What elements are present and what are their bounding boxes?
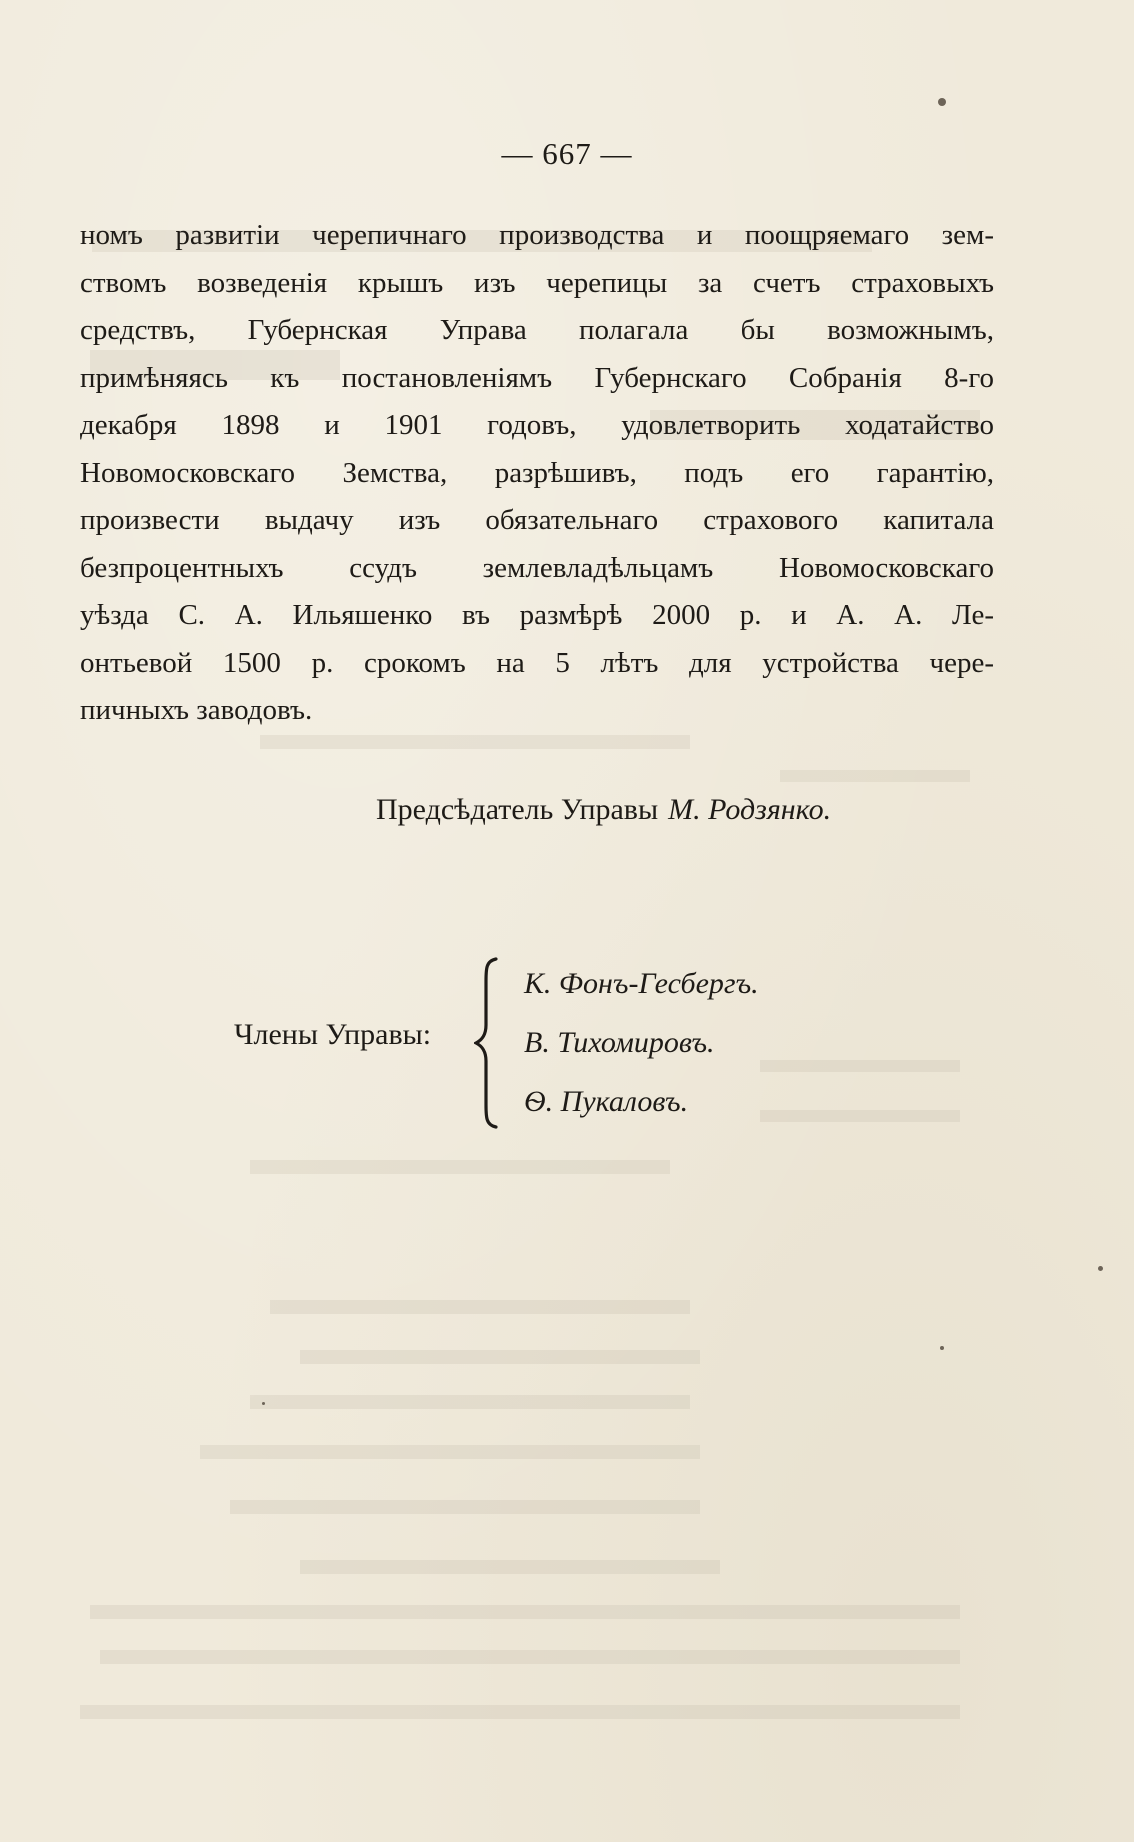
ink-speck xyxy=(938,98,946,106)
text-line: произвести выдачу изъ обязательнаго страхового капитала xyxy=(80,504,994,536)
text-line: уѣзда С. А. Ильяшенко въ размѣрѣ 2000 р. и А. А. Ле- xyxy=(80,599,994,631)
text-line: онтьевой 1500 р. срокомъ на 5 лѣтъ для устройства чере- xyxy=(80,646,994,679)
text-line: пичныхъ заводовъ. xyxy=(80,694,313,726)
ink-speck xyxy=(262,1402,265,1405)
chairman-title: Предсѣдатель Управы xyxy=(376,793,659,826)
ink-speck xyxy=(940,1346,944,1350)
text-line: номъ развитіи черепичнаго производства и поощряемаго зем- xyxy=(80,219,994,251)
members-label: Члены Управы: xyxy=(234,1018,432,1051)
member-name: К. Фонъ-Гесбергъ. xyxy=(524,967,759,1000)
text-line: примѣняясь къ постановленіямъ Губернскаго Собранія 8-го xyxy=(80,361,994,394)
page-number: — 667 — xyxy=(501,136,633,171)
chairman-name: М. Родзянко. xyxy=(668,793,832,826)
text-line: безпроцентныхъ ссудъ землевладѣльцамъ Новомосковскаго xyxy=(80,551,994,584)
text-line: ствомъ возведенія крышъ изъ черепицы за счетъ страховыхъ xyxy=(80,266,994,299)
body-paragraph xyxy=(80,212,994,735)
text-line: декабря 1898 и 1901 годовъ, удовлетворить ходатайство xyxy=(80,409,994,441)
curly-brace-icon xyxy=(474,955,504,1130)
text-line: средствъ, Губернская Управа полагала бы возможнымъ, xyxy=(80,314,994,346)
members-list xyxy=(524,958,759,1135)
member-name: Ѳ. Пукаловъ. xyxy=(524,1085,689,1118)
text-line: Новомосковскаго Земства, разрѣшивъ, подъ его гарантію, xyxy=(80,456,994,489)
chairman-signature xyxy=(376,793,831,827)
ink-speck xyxy=(1098,1266,1103,1271)
member-name: В. Тихомировъ. xyxy=(524,1026,715,1059)
